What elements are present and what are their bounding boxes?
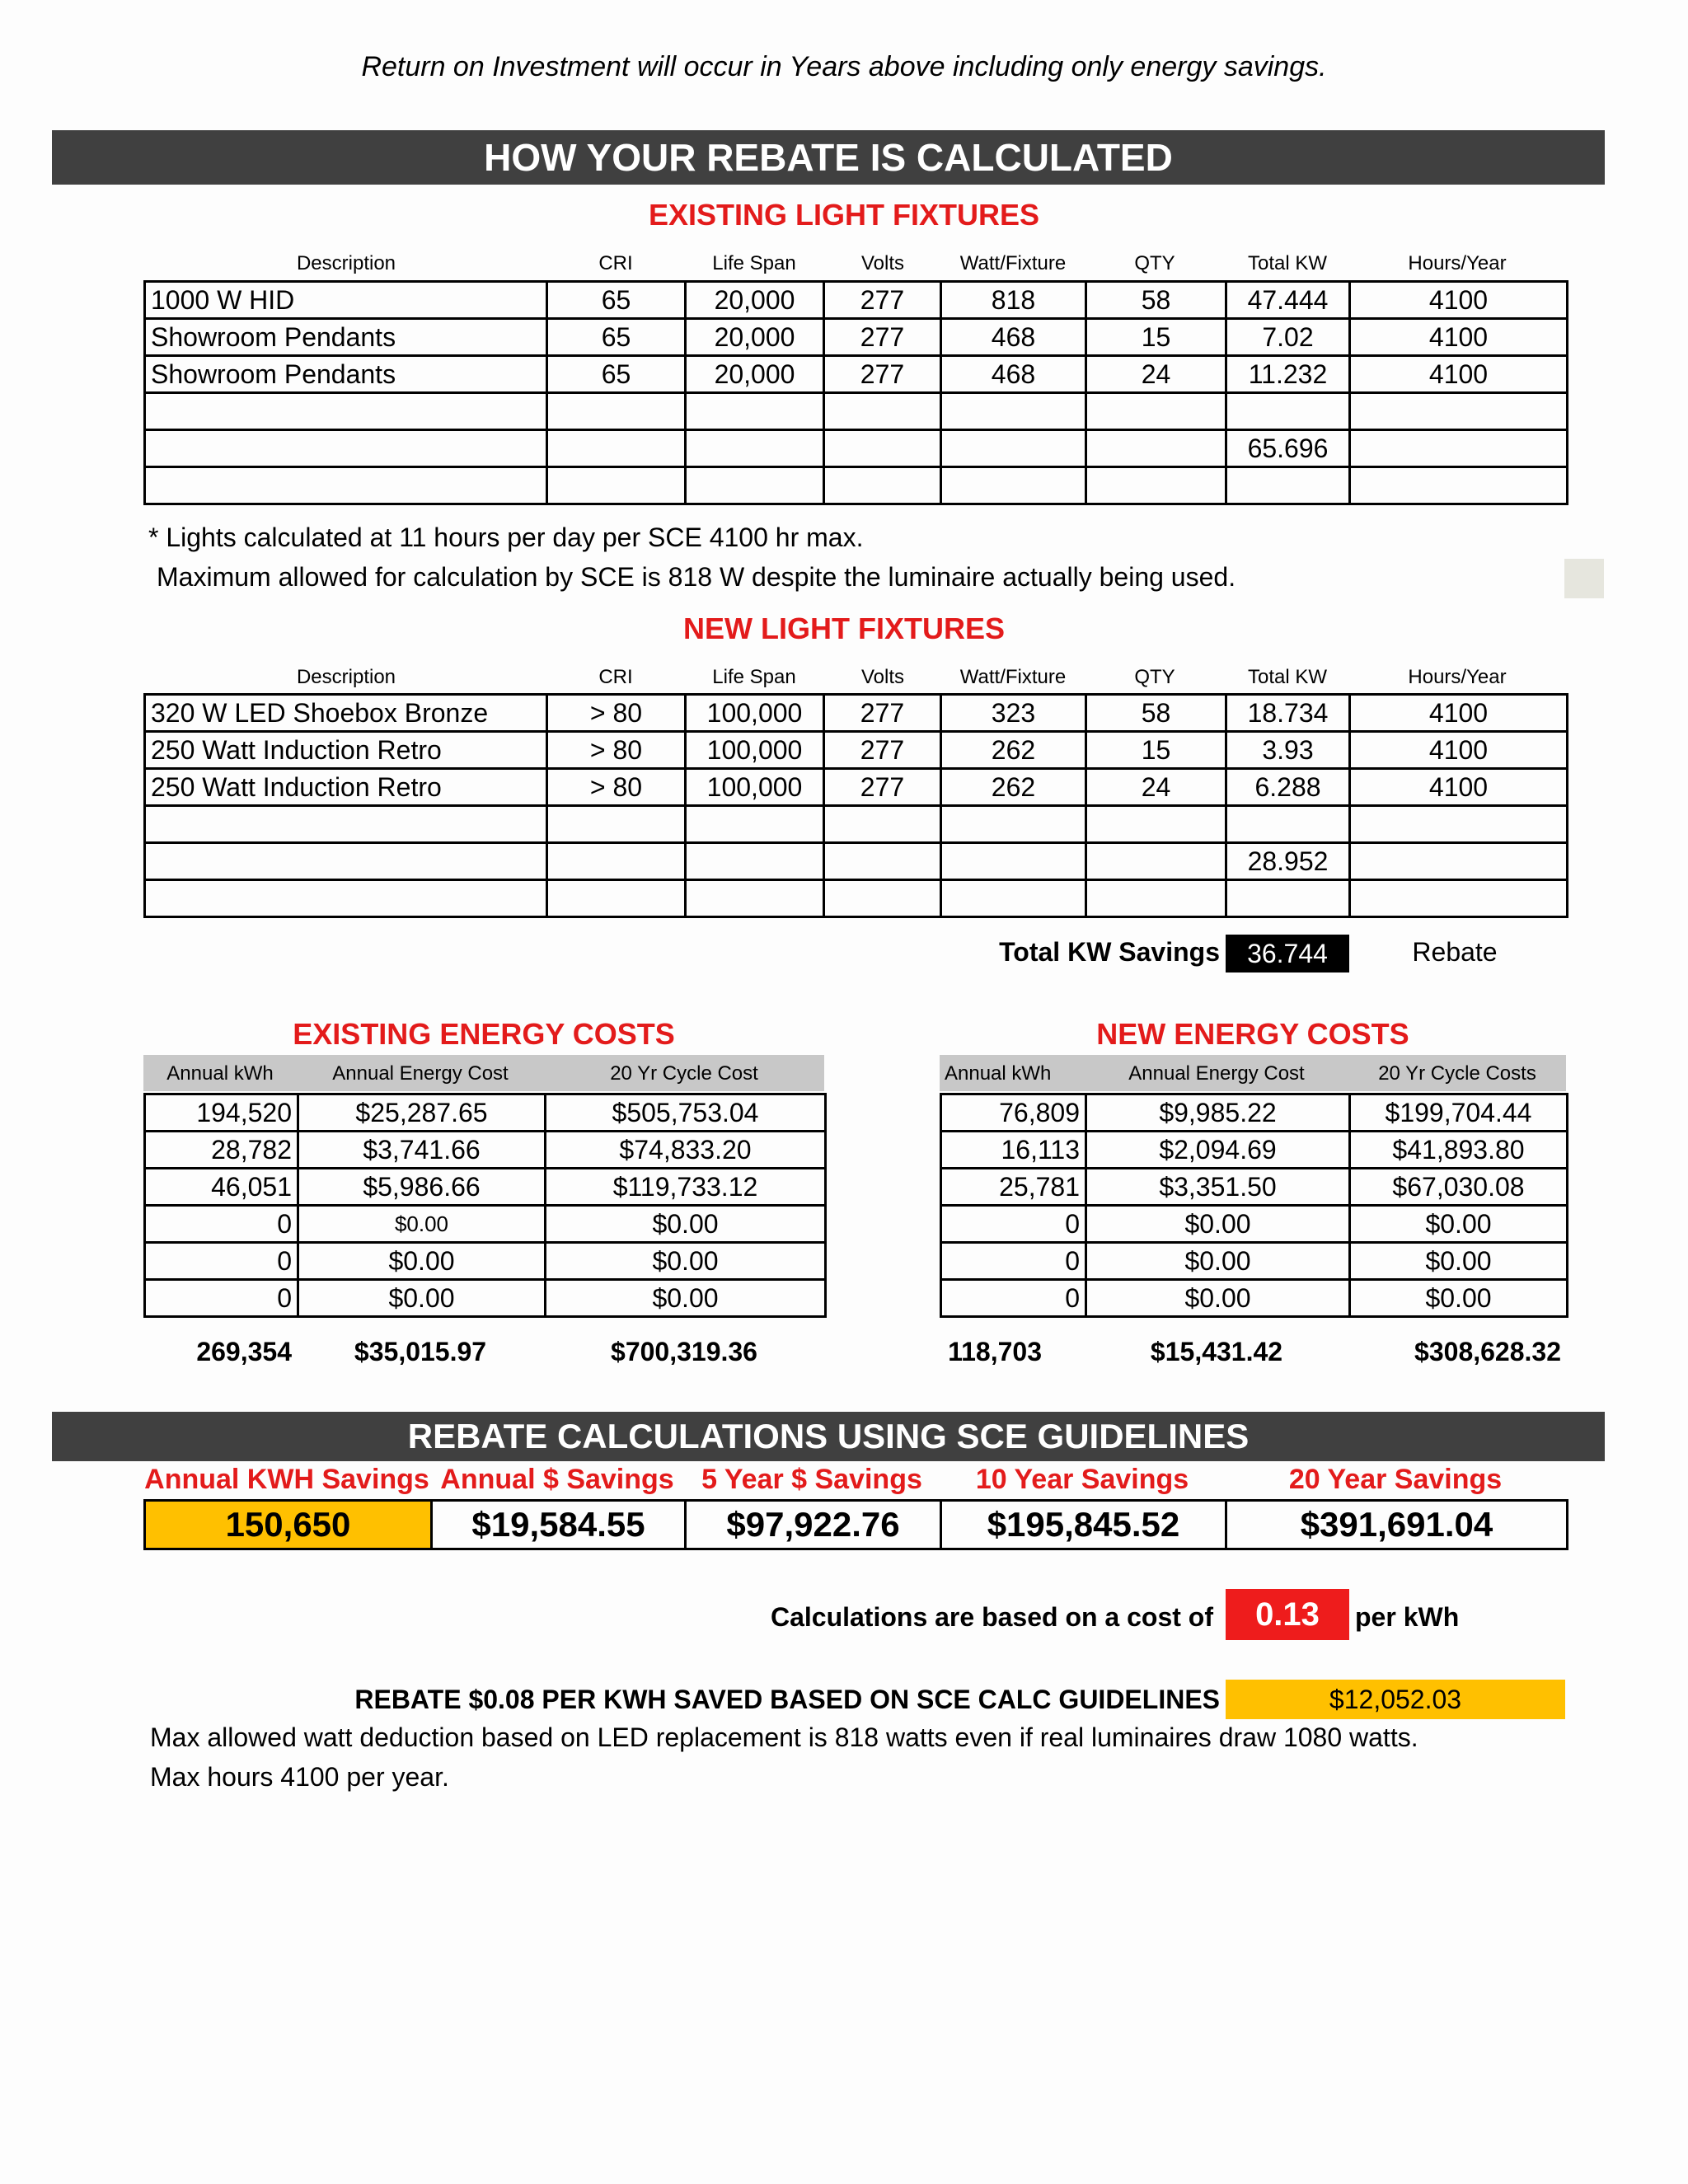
table-cell: 24 xyxy=(1086,356,1226,393)
table-cell: 15 xyxy=(1086,319,1226,356)
label-annual-kwh-savings: Annual KWH Savings xyxy=(144,1464,429,1495)
table-cell xyxy=(1086,806,1226,843)
table-cell: 65.696 xyxy=(1226,430,1350,467)
table-cell: > 80 xyxy=(547,732,686,769)
table-cell: $5,986.66 xyxy=(298,1169,546,1206)
existing-note-1: * Lights calculated at 11 hours per day per SCE 4100 hr max. xyxy=(148,523,864,552)
table-cell: 4100 xyxy=(1350,282,1568,319)
table-cell: 76,809 xyxy=(941,1094,1086,1132)
table-cell: $0.00 xyxy=(298,1206,546,1243)
table-cell xyxy=(1086,843,1226,880)
table-row xyxy=(145,1206,826,1243)
table-row xyxy=(145,732,1568,769)
table-cell xyxy=(941,393,1086,430)
table-cell xyxy=(1350,430,1568,467)
table-cell: > 80 xyxy=(547,769,686,806)
existing-costs-table xyxy=(143,1093,827,1318)
col-qty: QTY xyxy=(1134,252,1175,274)
footer-note-2: Max hours 4100 per year. xyxy=(150,1762,449,1792)
table-cell xyxy=(941,430,1086,467)
table-cell xyxy=(1086,880,1226,917)
existing-fixtures-headers xyxy=(0,252,1688,277)
total-20yr-cost: $700,319.36 xyxy=(611,1337,757,1366)
table-row xyxy=(941,1094,1568,1132)
cost-basis-prefix: Calculations are based on a cost of xyxy=(770,1602,1213,1632)
table-cell xyxy=(547,843,686,880)
table-cell xyxy=(824,843,941,880)
cost-basis-suffix: per kWh xyxy=(1355,1602,1460,1632)
table-cell xyxy=(547,430,686,467)
table-cell: 20,000 xyxy=(686,356,824,393)
table-cell xyxy=(686,880,824,917)
table-cell xyxy=(1350,467,1568,504)
table-cell xyxy=(824,393,941,430)
col-cri: CRI xyxy=(598,252,633,274)
table-cell: 0 xyxy=(941,1280,1086,1317)
table-cell: 0 xyxy=(941,1206,1086,1243)
table-cell: 16,113 xyxy=(941,1132,1086,1169)
table-cell: $74,833.20 xyxy=(546,1132,826,1169)
table-cell: $0.00 xyxy=(298,1280,546,1317)
col-life-span: Life Span xyxy=(712,666,796,688)
table-cell xyxy=(547,880,686,917)
table-cell: 0 xyxy=(145,1243,298,1280)
label-20-year-savings: 20 Year Savings xyxy=(1288,1464,1503,1495)
table-cell: $25,287.65 xyxy=(298,1094,546,1132)
table-cell xyxy=(1086,393,1226,430)
col-hours-year: Hours/Year xyxy=(1408,252,1507,274)
table-row xyxy=(145,319,1568,356)
table-cell xyxy=(941,880,1086,917)
table-cell xyxy=(686,806,824,843)
table-cell: 0 xyxy=(941,1243,1086,1280)
table-row xyxy=(145,1094,826,1132)
total-kwh: 118,703 xyxy=(948,1337,1042,1366)
value-annual-kwh-savings: 150,650 xyxy=(145,1501,432,1549)
col-watt-fixture: Watt/Fixture xyxy=(959,666,1067,688)
value-10-year-savings: $195,845.52 xyxy=(941,1501,1226,1549)
total-annual-cost: $35,015.97 xyxy=(354,1337,487,1366)
col-cri: CRI xyxy=(598,666,633,688)
table-cell: $2,094.69 xyxy=(1086,1132,1350,1169)
table-cell: 20,000 xyxy=(686,282,824,319)
new-fixtures-headers xyxy=(0,666,1688,691)
table-cell: 4100 xyxy=(1350,732,1568,769)
table-cell: 194,520 xyxy=(145,1094,298,1132)
table-cell xyxy=(1350,843,1568,880)
table-cell: $0.00 xyxy=(1350,1243,1568,1280)
table-row xyxy=(145,1280,826,1317)
table-cell xyxy=(145,467,547,504)
table-cell: 15 xyxy=(1086,732,1226,769)
table-cell: 262 xyxy=(941,732,1086,769)
col-qty: QTY xyxy=(1134,666,1175,688)
table-cell: 58 xyxy=(1086,695,1226,732)
col-20yr-cycle-costs: 20 Yr Cycle Costs xyxy=(1378,1062,1536,1085)
table-row xyxy=(941,1132,1568,1169)
table-cell xyxy=(686,430,824,467)
table-cell xyxy=(1226,393,1350,430)
table-cell: > 80 xyxy=(547,695,686,732)
cost-per-kwh-value: 0.13 xyxy=(1226,1589,1349,1640)
table-cell xyxy=(824,467,941,504)
table-cell xyxy=(824,430,941,467)
table-cell xyxy=(686,843,824,880)
rebate-line-label: REBATE $0.08 PER KWH SAVED BASED ON SCE CALC GUIDELINES xyxy=(354,1685,1220,1714)
table-row xyxy=(145,806,1568,843)
new-costs-headers xyxy=(940,1055,1566,1091)
col-20yr-cycle-cost: 20 Yr Cycle Cost xyxy=(610,1062,758,1085)
table-cell: $0.00 xyxy=(546,1206,826,1243)
table-cell: 28.952 xyxy=(1226,843,1350,880)
label-annual-dollar-savings: Annual $ Savings xyxy=(440,1464,674,1495)
table-cell: $119,733.12 xyxy=(546,1169,826,1206)
new-costs-table xyxy=(940,1093,1568,1318)
existing-fixtures-title: EXISTING LIGHT FIXTURES xyxy=(648,198,1040,232)
table-cell: $505,753.04 xyxy=(546,1094,826,1132)
table-row xyxy=(145,880,1568,917)
table-cell xyxy=(1350,880,1568,917)
table-cell: $0.00 xyxy=(1086,1243,1350,1280)
total-20yr-cost: $308,628.32 xyxy=(1414,1337,1561,1366)
table-cell xyxy=(941,806,1086,843)
table-cell xyxy=(941,843,1086,880)
rebate-amount: $12,052.03 xyxy=(1226,1680,1565,1719)
new-costs-title: NEW ENERGY COSTS xyxy=(1096,1017,1409,1051)
table-cell xyxy=(145,880,547,917)
table-cell: $0.00 xyxy=(298,1243,546,1280)
table-cell: $0.00 xyxy=(1086,1280,1350,1317)
table-cell: 4100 xyxy=(1350,319,1568,356)
table-cell: $0.00 xyxy=(1350,1206,1568,1243)
col-volts: Volts xyxy=(860,666,905,688)
table-cell: 100,000 xyxy=(686,695,824,732)
table-cell: 277 xyxy=(824,282,941,319)
table-cell: 100,000 xyxy=(686,769,824,806)
total-annual-cost: $15,431.42 xyxy=(1150,1337,1283,1366)
table-row xyxy=(145,467,1568,504)
table-cell xyxy=(547,393,686,430)
kw-savings-label: Total KW Savings xyxy=(999,937,1220,967)
table-row xyxy=(941,1206,1568,1243)
kw-savings-value: 36.744 xyxy=(1226,935,1349,972)
table-cell: $3,741.66 xyxy=(298,1132,546,1169)
table-cell: 28,782 xyxy=(145,1132,298,1169)
table-cell: 65 xyxy=(547,282,686,319)
table-cell: 1000 W HID xyxy=(145,282,547,319)
savings-values-table xyxy=(143,1499,1568,1550)
table-cell xyxy=(824,806,941,843)
table-row xyxy=(941,1280,1568,1317)
table-row xyxy=(145,769,1568,806)
table-cell: 18.734 xyxy=(1226,695,1350,732)
table-cell: 47.444 xyxy=(1226,282,1350,319)
table-cell: 4100 xyxy=(1350,356,1568,393)
table-cell xyxy=(547,467,686,504)
table-row xyxy=(145,695,1568,732)
table-cell: 3.93 xyxy=(1226,732,1350,769)
new-fixtures-title: NEW LIGHT FIXTURES xyxy=(683,612,1005,645)
table-cell: 0 xyxy=(145,1280,298,1317)
table-row xyxy=(145,430,1568,467)
table-cell xyxy=(1086,430,1226,467)
page-title-band: HOW YOUR REBATE IS CALCULATED xyxy=(52,130,1605,185)
table-cell xyxy=(145,806,547,843)
value-annual-dollar-savings: $19,584.55 xyxy=(432,1501,686,1549)
table-cell: 262 xyxy=(941,769,1086,806)
table-row xyxy=(941,1243,1568,1280)
table-cell: 65 xyxy=(547,319,686,356)
existing-costs-headers xyxy=(143,1055,824,1091)
new-fixtures-table xyxy=(143,693,1568,918)
table-cell: 468 xyxy=(941,319,1086,356)
table-row xyxy=(145,393,1568,430)
table-cell xyxy=(1226,880,1350,917)
table-cell: $0.00 xyxy=(1350,1280,1568,1317)
table-cell: $3,351.50 xyxy=(1086,1169,1350,1206)
table-cell: 25,781 xyxy=(941,1169,1086,1206)
col-volts: Volts xyxy=(860,252,905,274)
rebate-label: Rebate xyxy=(1412,937,1498,967)
col-life-span: Life Span xyxy=(712,252,796,274)
table-cell: 46,051 xyxy=(145,1169,298,1206)
col-hours-year: Hours/Year xyxy=(1408,666,1507,688)
table-cell xyxy=(145,843,547,880)
existing-costs-title: EXISTING ENERGY COSTS xyxy=(293,1017,675,1051)
table-cell xyxy=(145,430,547,467)
col-annual-kwh: Annual kWh xyxy=(945,1062,1052,1085)
table-cell: $0.00 xyxy=(546,1280,826,1317)
table-cell xyxy=(1226,806,1350,843)
existing-costs-totals xyxy=(143,1337,824,1370)
table-cell: 250 Watt Induction Retro xyxy=(145,732,547,769)
table-cell: 277 xyxy=(824,769,941,806)
table-cell: $0.00 xyxy=(1086,1206,1350,1243)
table-cell xyxy=(1226,467,1350,504)
table-cell xyxy=(686,467,824,504)
table-cell: 7.02 xyxy=(1226,319,1350,356)
table-cell: 11.232 xyxy=(1226,356,1350,393)
table-cell: 24 xyxy=(1086,769,1226,806)
col-annual-kwh: Annual kWh xyxy=(166,1062,274,1085)
table-cell: 277 xyxy=(824,356,941,393)
table-cell: Showroom Pendants xyxy=(145,319,547,356)
col-total-kw: Total KW xyxy=(1247,666,1328,688)
savings-labels xyxy=(143,1464,1566,1500)
col-annual-energy-cost: Annual Energy Cost xyxy=(1128,1062,1305,1085)
table-cell: 277 xyxy=(824,732,941,769)
table-cell xyxy=(1350,393,1568,430)
table-cell: 4100 xyxy=(1350,695,1568,732)
col-annual-energy-cost: Annual Energy Cost xyxy=(332,1062,509,1085)
table-cell: 6.288 xyxy=(1226,769,1350,806)
table-cell xyxy=(145,393,547,430)
table-row xyxy=(145,1243,826,1280)
col-description: Description xyxy=(296,252,396,274)
table-cell: $67,030.08 xyxy=(1350,1169,1568,1206)
table-cell xyxy=(1350,806,1568,843)
existing-note-2: Maximum allowed for calculation by SCE is 818 W despite the luminaire actually being used. xyxy=(157,562,1236,592)
value-20-year-savings: $391,691.04 xyxy=(1226,1501,1568,1549)
table-row xyxy=(941,1169,1568,1206)
table-cell: 20,000 xyxy=(686,319,824,356)
table-row xyxy=(145,1169,826,1206)
col-watt-fixture: Watt/Fixture xyxy=(959,252,1067,274)
table-cell xyxy=(824,880,941,917)
table-cell xyxy=(941,467,1086,504)
decorative-box xyxy=(1564,559,1604,598)
table-cell: 468 xyxy=(941,356,1086,393)
table-cell: $0.00 xyxy=(546,1243,826,1280)
table-row xyxy=(145,282,1568,319)
table-cell: Showroom Pendants xyxy=(145,356,547,393)
new-costs-totals xyxy=(940,1337,1566,1370)
table-cell: 4100 xyxy=(1350,769,1568,806)
col-total-kw: Total KW xyxy=(1247,252,1328,274)
table-row xyxy=(145,1132,826,1169)
label-5-year-savings: 5 Year $ Savings xyxy=(701,1464,922,1495)
table-cell: $41,893.80 xyxy=(1350,1132,1568,1169)
existing-fixtures-table xyxy=(143,280,1568,505)
footer-note-1: Max allowed watt deduction based on LED replacement is 818 watts even if real luminaires draw 1080 watts. xyxy=(150,1722,1418,1752)
table-cell: 277 xyxy=(824,319,941,356)
value-5-year-savings: $97,922.76 xyxy=(686,1501,941,1549)
table-row xyxy=(145,843,1568,880)
table-cell: 277 xyxy=(824,695,941,732)
table-cell: 0 xyxy=(145,1206,298,1243)
rebate-calculations-band: REBATE CALCULATIONS USING SCE GUIDELINES xyxy=(52,1412,1605,1461)
table-cell xyxy=(1086,467,1226,504)
table-cell xyxy=(547,806,686,843)
table-cell xyxy=(686,393,824,430)
table-cell: 323 xyxy=(941,695,1086,732)
table-cell: 100,000 xyxy=(686,732,824,769)
table-cell: 250 Watt Induction Retro xyxy=(145,769,547,806)
table-cell: $9,985.22 xyxy=(1086,1094,1350,1132)
total-kwh: 269,354 xyxy=(196,1337,292,1366)
table-cell: $199,704.44 xyxy=(1350,1094,1568,1132)
roi-note: Return on Investment will occur in Years above including only energy savings. xyxy=(361,51,1327,82)
table-cell: 320 W LED Shoebox Bronze xyxy=(145,695,547,732)
table-cell: 65 xyxy=(547,356,686,393)
col-description: Description xyxy=(296,666,396,688)
label-10-year-savings: 10 Year Savings xyxy=(975,1464,1189,1495)
table-row xyxy=(145,356,1568,393)
table-cell: 58 xyxy=(1086,282,1226,319)
table-cell: 818 xyxy=(941,282,1086,319)
